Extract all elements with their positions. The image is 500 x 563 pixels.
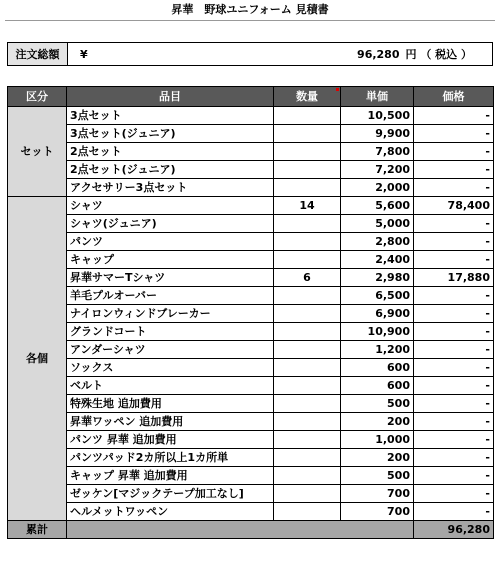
unit-price-cell: 2,000 (341, 179, 414, 197)
item-name-cell: 2点セット(ジュニア) (67, 161, 274, 179)
item-name-cell: パンツ (67, 233, 274, 251)
qty-cell (274, 377, 341, 395)
table-row (8, 233, 494, 251)
unit-price-cell: 6,500 (341, 287, 414, 305)
item-name-cell: ゼッケン[マジックテープ加工なし] (67, 485, 274, 503)
item-name-cell: パンツ 昇華 追加費用 (67, 431, 274, 449)
table-row (8, 395, 494, 413)
price-cell: - (414, 161, 494, 179)
unit-price-cell: 700 (341, 485, 414, 503)
qty-cell (274, 125, 341, 143)
table-row (8, 107, 494, 125)
unit-price-cell: 600 (341, 377, 414, 395)
unit-price-cell: 500 (341, 467, 414, 485)
unit-price-cell: 6,900 (341, 305, 414, 323)
item-name-cell: シャツ (67, 197, 274, 215)
category-cell: 各個 (8, 197, 67, 521)
item-name-cell: アクセサリー3点セット (67, 179, 274, 197)
order-total-unit: 円 （ 税込 ） (405, 48, 472, 61)
item-name-cell: 昇華ワッペン 追加費用 (67, 413, 274, 431)
price-cell: - (414, 125, 494, 143)
price-cell: - (414, 395, 494, 413)
qty-cell (274, 359, 341, 377)
header-category: 区分 (8, 87, 67, 107)
price-cell: - (414, 467, 494, 485)
item-name-cell: キャップ (67, 251, 274, 269)
qty-cell (274, 467, 341, 485)
table-header-row (8, 87, 494, 107)
price-cell: - (414, 143, 494, 161)
price-cell: - (414, 413, 494, 431)
price-cell: - (414, 179, 494, 197)
header-item: 品目 (67, 87, 274, 107)
price-cell: - (414, 359, 494, 377)
qty-cell (274, 431, 341, 449)
qty-cell (274, 251, 341, 269)
table-row (8, 197, 494, 215)
qty-cell (274, 215, 341, 233)
table-row (8, 323, 494, 341)
summary-blank (67, 521, 414, 539)
unit-price-cell: 2,980 (341, 269, 414, 287)
qty-cell (274, 287, 341, 305)
qty-cell (274, 323, 341, 341)
unit-price-cell: 10,500 (341, 107, 414, 125)
summary-price: 96,280 (414, 521, 494, 539)
qty-cell (274, 305, 341, 323)
qty-cell: 6 (274, 269, 341, 287)
price-cell: - (414, 449, 494, 467)
unit-price-cell: 2,800 (341, 233, 414, 251)
item-name-cell: 2点セット (67, 143, 274, 161)
order-total-label: 注文総額 (8, 43, 68, 65)
price-cell: - (414, 233, 494, 251)
header-unit-price: 単価 (341, 87, 414, 107)
table-row (8, 215, 494, 233)
qty-cell (274, 485, 341, 503)
unit-price-cell: 7,800 (341, 143, 414, 161)
unit-price-cell: 7,200 (341, 161, 414, 179)
table-row (8, 413, 494, 431)
summary-label: 累計 (8, 521, 67, 539)
price-cell: - (414, 431, 494, 449)
unit-price-cell: 9,900 (341, 125, 414, 143)
currency-symbol: ¥ (80, 47, 88, 61)
qty-cell (274, 395, 341, 413)
item-name-cell: キャップ 昇華 追加費用 (67, 467, 274, 485)
item-name-cell: アンダーシャツ (67, 341, 274, 359)
price-cell: - (414, 485, 494, 503)
item-name-cell: 3点セット (67, 107, 274, 125)
qty-cell (274, 503, 341, 521)
unit-price-cell: 5,000 (341, 215, 414, 233)
table-row (8, 287, 494, 305)
header-price: 価格 (414, 87, 494, 107)
unit-price-cell: 200 (341, 413, 414, 431)
qty-cell (274, 449, 341, 467)
item-name-cell: ソックス (67, 359, 274, 377)
qty-cell: 14 (274, 197, 341, 215)
unit-price-cell: 10,900 (341, 323, 414, 341)
table-row (8, 485, 494, 503)
item-name-cell: ナイロンウィンドブレーカー (67, 305, 274, 323)
estimate-table (7, 86, 494, 539)
table-row (8, 143, 494, 161)
price-cell: - (414, 341, 494, 359)
table-row (8, 179, 494, 197)
price-cell: - (414, 251, 494, 269)
qty-cell (274, 413, 341, 431)
table-row (8, 449, 494, 467)
price-cell: - (414, 305, 494, 323)
table-row (8, 269, 494, 287)
price-cell: 78,400 (414, 197, 494, 215)
item-name-cell: 特殊生地 追加費用 (67, 395, 274, 413)
unit-price-cell: 700 (341, 503, 414, 521)
price-cell: - (414, 107, 494, 125)
item-name-cell: 昇華サマーTシャツ (67, 269, 274, 287)
price-cell: - (414, 377, 494, 395)
unit-price-cell: 200 (341, 449, 414, 467)
item-name-cell: ベルト (67, 377, 274, 395)
table-row (8, 161, 494, 179)
order-total-amount: 96,280 (357, 47, 400, 61)
price-cell: - (414, 215, 494, 233)
qty-cell (274, 143, 341, 161)
table-row (8, 431, 494, 449)
qty-cell (274, 341, 341, 359)
table-row (8, 305, 494, 323)
table-row (8, 467, 494, 485)
unit-price-cell: 5,600 (341, 197, 414, 215)
item-name-cell: シャツ(ジュニア) (67, 215, 274, 233)
item-name-cell: 羊毛プルオーバー (67, 287, 274, 305)
unit-price-cell: 1,200 (341, 341, 414, 359)
table-row (8, 359, 494, 377)
table-row (8, 341, 494, 359)
qty-cell (274, 161, 341, 179)
item-name-cell: ヘルメットワッペン (67, 503, 274, 521)
unit-price-cell: 600 (341, 359, 414, 377)
page-title: 昇華 野球ユニフォーム 見積書 (171, 3, 329, 16)
item-name-cell: グランドコート (67, 323, 274, 341)
table-row (8, 503, 494, 521)
price-cell: - (414, 503, 494, 521)
qty-cell (274, 107, 341, 125)
item-name-cell: 3点セット(ジュニア) (67, 125, 274, 143)
qty-cell (274, 233, 341, 251)
item-name-cell: パンツパッド2カ所以上1カ所単 (67, 449, 274, 467)
unit-price-cell: 500 (341, 395, 414, 413)
table-row (8, 125, 494, 143)
unit-price-cell: 1,000 (341, 431, 414, 449)
price-cell: - (414, 287, 494, 305)
header-qty: 数量 (274, 87, 341, 107)
title-underline (5, 20, 495, 21)
summary-row (8, 521, 494, 539)
category-cell: セット (8, 107, 67, 197)
price-cell: 17,880 (414, 269, 494, 287)
price-cell: - (414, 323, 494, 341)
table-row (8, 251, 494, 269)
table-body (8, 107, 494, 539)
order-total-box (7, 42, 493, 66)
qty-cell (274, 179, 341, 197)
unit-price-cell: 2,400 (341, 251, 414, 269)
table-row (8, 377, 494, 395)
